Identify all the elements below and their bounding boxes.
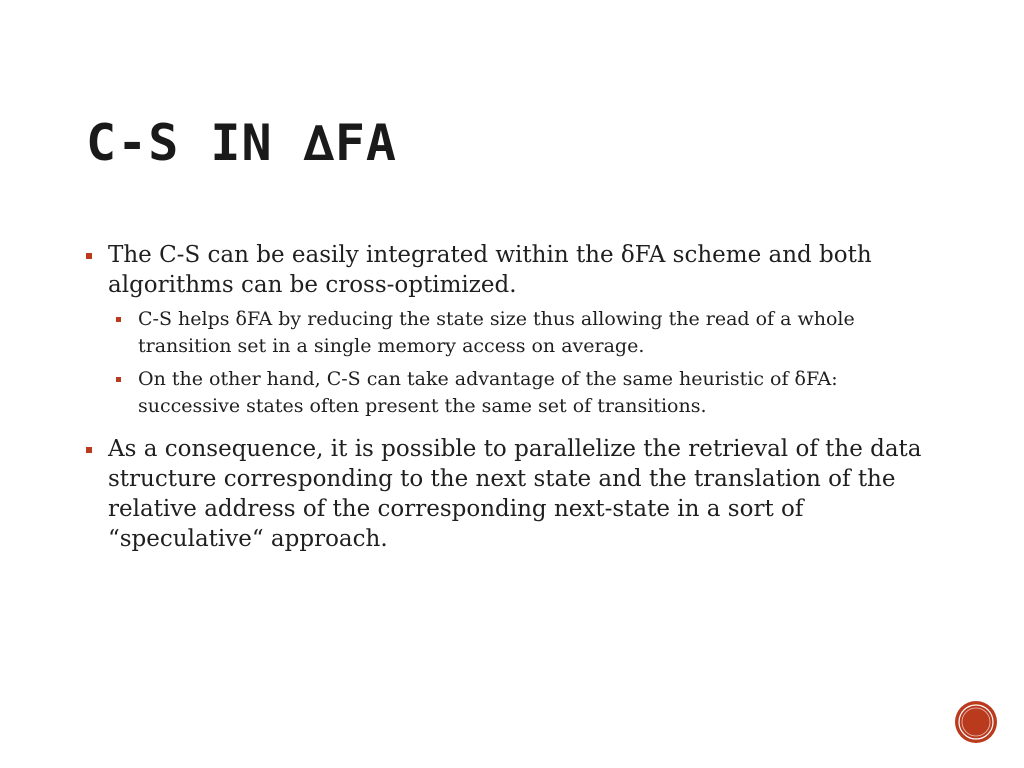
- slide-title: C-S IN ∆FA: [86, 114, 398, 172]
- sub-bullet-marker-icon: [116, 377, 121, 382]
- sub-bullet-text-2: On the other hand, C-S can take advantage of the same heuristic of δFA: successive states often present the same set of transitions.: [138, 368, 838, 417]
- bullet-item-2: [86, 434, 926, 554]
- slide-content: [86, 240, 926, 560]
- bullet-item-1: [86, 240, 926, 300]
- concentric-circle-logo-icon: [954, 700, 998, 744]
- sub-bullet-item-1: [116, 306, 926, 360]
- sub-bullet-item-2: [116, 366, 926, 420]
- sub-bullet-text-1: C-S helps δFA by reducing the state size thus allowing the read of a whole transition set in a single memory access on average.: [138, 308, 855, 357]
- bullet-marker-icon: [86, 253, 92, 259]
- bullet-marker-icon: [86, 447, 92, 453]
- bullet-text-2: As a consequence, it is possible to parallelize the retrieval of the data structure corresponding to the next state and the translation of the relative address of the corresponding next-state in a sort of “speculative“ approach.: [108, 436, 922, 552]
- sub-bullet-list: [86, 306, 926, 420]
- sub-bullet-marker-icon: [116, 317, 121, 322]
- bullet-text-1: The C-S can be easily integrated within the δFA scheme and both algorithms can be cross-optimized.: [108, 242, 872, 298]
